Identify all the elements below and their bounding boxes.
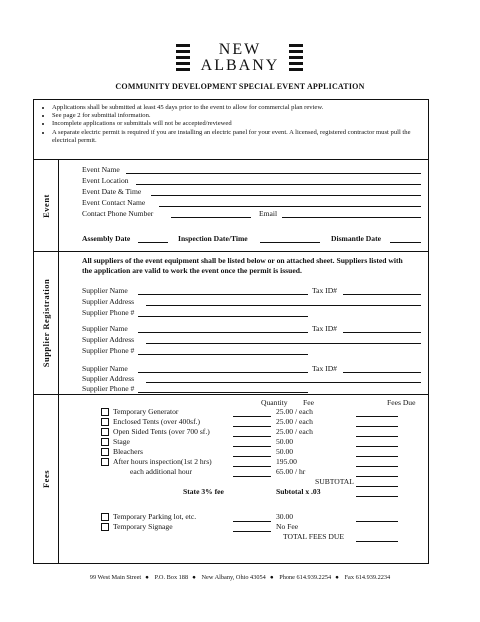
logo-bars-right	[289, 44, 303, 74]
contact-phone-label: Contact Phone Number	[82, 209, 154, 218]
supplier-name-field[interactable]	[138, 294, 308, 295]
supplier-phone-label: Supplier Phone #	[82, 308, 135, 317]
supplier-name-label: Supplier Name	[82, 286, 128, 295]
fee-amount: No Fee	[276, 522, 299, 531]
dismantle-label: Dismantle Date	[331, 234, 381, 243]
rules-list	[34, 104, 428, 145]
fees-section	[33, 394, 429, 564]
supplier-section-label: Supplier Registration	[41, 278, 51, 368]
footer-fax: Fax 614.939.2234	[344, 574, 391, 581]
supplier-name-field[interactable]	[138, 332, 308, 333]
fee-amount: 25.00 / each	[276, 427, 313, 436]
fee-checkbox[interactable]	[101, 408, 109, 416]
quantity-field[interactable]	[233, 416, 271, 417]
logo-line1: NEW	[218, 41, 262, 58]
supplier-address-label: Supplier Address	[82, 335, 135, 344]
supplier-address-field[interactable]	[146, 343, 421, 344]
event-location-field[interactable]	[136, 184, 421, 185]
quantity-field[interactable]	[233, 436, 271, 437]
fee-checkbox[interactable]	[101, 428, 109, 436]
tax-id-field[interactable]	[343, 332, 421, 333]
fee-due-field[interactable]	[356, 521, 398, 522]
event-contact-label: Event Contact Name	[82, 198, 146, 207]
tax-id-field[interactable]	[343, 294, 421, 295]
quantity-field[interactable]	[233, 446, 271, 447]
event-section	[33, 159, 429, 252]
fee-due-field[interactable]	[356, 456, 398, 457]
quantity-field[interactable]	[233, 531, 271, 532]
inspection-label: Inspection Date/Time	[178, 234, 248, 243]
fee-due-field[interactable]	[356, 426, 398, 427]
fee-due-field[interactable]	[356, 436, 398, 437]
total-fees-field[interactable]	[356, 541, 398, 542]
supplier-address-label: Supplier Address	[82, 297, 135, 306]
quantity-header: Quantity	[261, 398, 288, 407]
fee-item-label: Temporary Parking lot, etc.	[113, 512, 197, 521]
event-date-field[interactable]	[151, 195, 421, 196]
fee-item-label: Open Sided Tents (over 700 sf.)	[113, 427, 210, 436]
footer-phone: Phone 614.939.2254	[279, 574, 332, 581]
fee-item-label: Bleachers	[113, 447, 143, 456]
subtotal-field[interactable]	[356, 486, 398, 487]
rules-box	[33, 99, 429, 160]
tax-id-field[interactable]	[343, 372, 421, 373]
additional-hour-label: each additional hour	[130, 467, 192, 476]
footer-address: 99 West Main Street	[89, 574, 142, 581]
footer-po: P.O. Box 188	[154, 574, 189, 581]
page-title: COMMUNITY DEVELOPMENT SPECIAL EVENT APPLICATION	[115, 82, 365, 91]
logo-bars-left	[176, 44, 190, 74]
tax-id-label: Tax ID#	[312, 286, 337, 295]
fee-item-label: Temporary Signage	[113, 522, 173, 531]
tax-id-label: Tax ID#	[312, 364, 337, 373]
supplier-section	[33, 251, 429, 395]
footer-city: New Albany, Ohio 43054	[201, 574, 266, 581]
fee-amount: 50.00	[276, 447, 294, 456]
fee-amount: 30.00	[276, 512, 294, 521]
tax-id-label: Tax ID#	[312, 324, 337, 333]
supplier-phone-field[interactable]	[138, 392, 308, 393]
fee-header: Fee	[303, 398, 314, 407]
fee-checkbox[interactable]	[101, 458, 109, 466]
state-fee-label: State 3% fee	[183, 487, 224, 496]
supplier-address-field[interactable]	[146, 305, 421, 306]
assembly-date-label: Assembly Date	[82, 234, 131, 243]
rule-item: • Applications shall be submitted at least 45 days prior to the event to allow for commercial plan review.	[52, 104, 428, 112]
fee-amount: 25.00 / each	[276, 407, 313, 416]
fees-due-header: Fees Due	[387, 398, 416, 407]
supplier-intro: All suppliers of the event equipment shall be listed below or on attached sheet. Suppliers listed with the application are valid to work the event once the permit is issued.	[82, 256, 403, 275]
supplier-phone-field[interactable]	[138, 354, 308, 355]
supplier-name-label: Supplier Name	[82, 364, 128, 373]
fee-due-field[interactable]	[356, 466, 398, 467]
quantity-field[interactable]	[233, 466, 271, 467]
rule-item: • Incomplete applications or submittals will not be accepted/reviewed	[52, 120, 428, 128]
fee-due-field[interactable]	[356, 416, 398, 417]
supplier-phone-label: Supplier Phone #	[82, 346, 135, 355]
total-fees-label: TOTAL FEES DUE	[283, 532, 344, 541]
event-date-label: Event Date & Time	[82, 187, 142, 196]
event-section-label: Event	[41, 193, 51, 218]
rule-item: • A separate electric permit is required if you are installing an electric panel for your event. A licensed, registered contractor must pull the electrical permit.	[52, 129, 428, 145]
state-fee-field[interactable]	[356, 496, 398, 497]
supplier-name-label: Supplier Name	[82, 324, 128, 333]
fee-checkbox[interactable]	[101, 418, 109, 426]
fee-item-label: Stage	[113, 437, 130, 446]
fee-amount: 195.00	[276, 457, 297, 466]
logo-line2: ALBANY	[200, 57, 280, 74]
contact-phone-field[interactable]	[171, 217, 251, 218]
supplier-name-field[interactable]	[138, 372, 308, 373]
event-name-field[interactable]	[126, 173, 421, 174]
supplier-phone-field[interactable]	[138, 316, 308, 317]
supplier-address-field[interactable]	[146, 382, 421, 383]
fee-checkbox[interactable]	[101, 448, 109, 456]
subtotal-label: SUBTOTAL	[315, 477, 354, 486]
additional-hour-fee: 65.00 / hr	[276, 467, 306, 476]
rule-item: • See page 2 for submittal information.	[52, 112, 428, 120]
supplier-address-label: Supplier Address	[82, 374, 135, 383]
fee-item-label: Temporary Generator	[113, 407, 179, 416]
fee-amount: 25.00 / each	[276, 417, 313, 426]
fee-due-field[interactable]	[356, 446, 398, 447]
assembly-date-field[interactable]	[138, 242, 168, 243]
fee-item-label: After hours inspection(1st 2 hrs)	[113, 457, 212, 466]
event-name-label: Event Name	[82, 165, 120, 174]
fee-due-field[interactable]	[356, 476, 398, 477]
email-field[interactable]	[282, 217, 421, 218]
fee-checkbox[interactable]	[101, 513, 109, 521]
email-label: Email	[259, 209, 278, 218]
inspection-field[interactable]	[260, 242, 320, 243]
footer: 99 West Main Street ● P.O. Box 188 ● New Albany, Ohio 43054 ● Phone 614.939.2254 ● Fax 614.939.2234	[89, 574, 391, 581]
fee-amount: 50.00	[276, 437, 294, 446]
fee-checkbox[interactable]	[101, 523, 109, 531]
subtotal-x-label: Subtotal x .03	[276, 487, 321, 496]
fees-section-label: Fees	[41, 469, 51, 489]
quantity-field[interactable]	[233, 521, 271, 522]
supplier-phone-label: Supplier Phone #	[82, 384, 135, 393]
quantity-field[interactable]	[233, 476, 271, 477]
quantity-field[interactable]	[233, 426, 271, 427]
quantity-field[interactable]	[233, 456, 271, 457]
event-contact-field[interactable]	[159, 206, 421, 207]
event-location-label: Event Location	[82, 176, 129, 185]
fee-checkbox[interactable]	[101, 438, 109, 446]
fee-item-label: Enclosed Tents (over 400sf.)	[113, 417, 201, 426]
dismantle-field[interactable]	[390, 242, 421, 243]
